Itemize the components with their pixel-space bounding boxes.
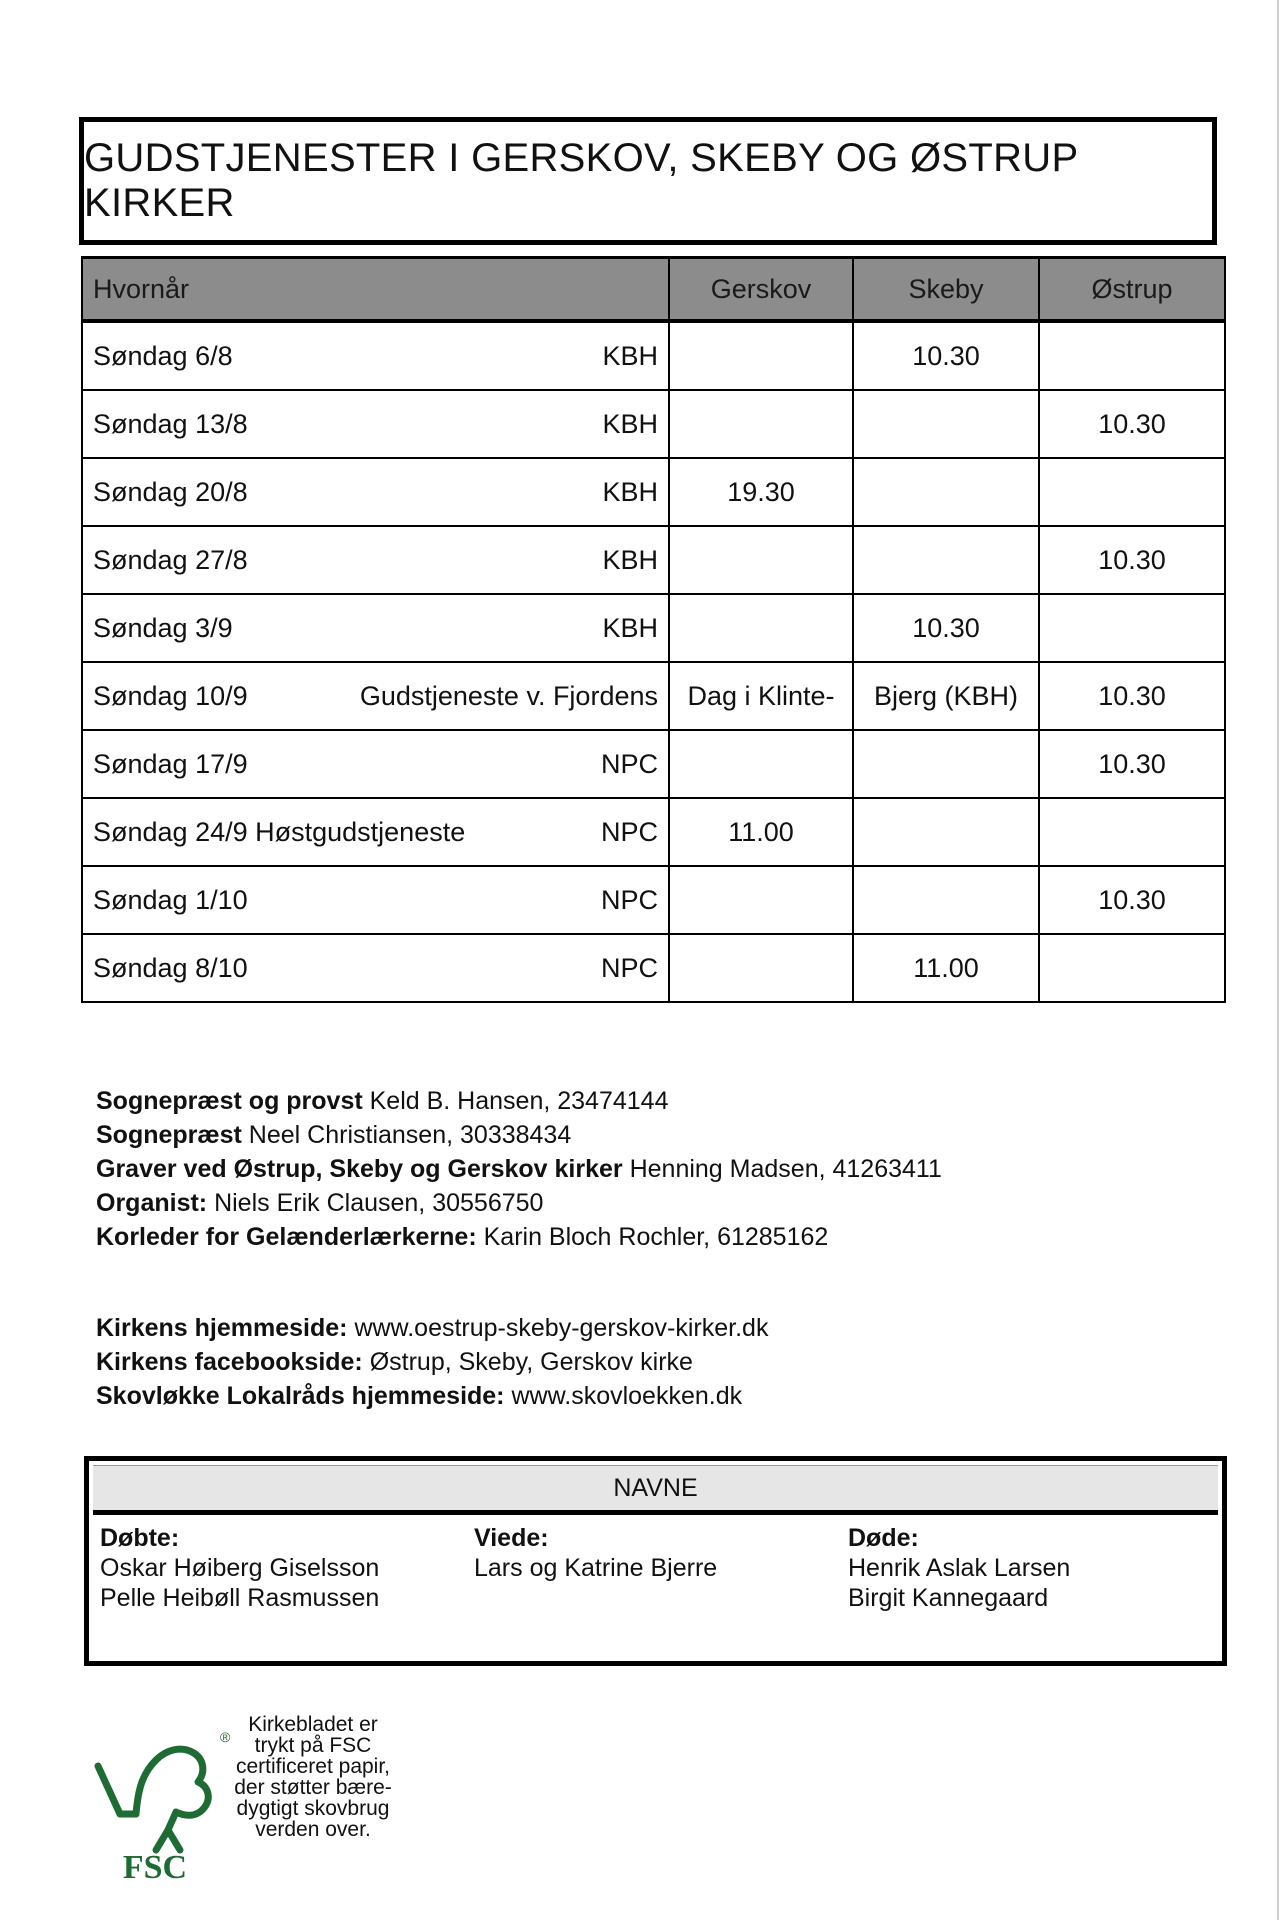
contact-row [96, 1118, 942, 1152]
contact-role: Korleder for Gelænderlærkerne: [96, 1223, 477, 1251]
link-label: Skovløkke Lokalråds hjemmeside: [96, 1382, 505, 1410]
fsc-statement [228, 1714, 398, 1840]
gerskov-time: 11.00 [669, 798, 853, 866]
ostrup-time: 10.30 [1039, 730, 1225, 798]
table-row [82, 526, 1225, 594]
table-row [82, 662, 1225, 730]
gerskov-time: 19.30 [669, 458, 853, 526]
deceased-heading: Døde: [848, 1524, 919, 1552]
column-header-when: Hvornår [82, 258, 669, 322]
service-note: NPC [600, 748, 658, 779]
fsc-statement-line: verden over. [255, 1818, 371, 1841]
service-note: NPC [600, 952, 658, 983]
facebook-link[interactable]: Østrup, Skeby, Gerskov kirke [362, 1348, 693, 1376]
link-row-homepage [96, 1311, 768, 1345]
baptized-column [100, 1523, 474, 1613]
gerskov-time [669, 390, 853, 458]
column-header-gerskov: Gerskov [669, 258, 853, 322]
ostrup-time: 10.30 [1039, 526, 1225, 594]
fsc-statement-line: der støtter bære- [234, 1776, 392, 1799]
page-title [79, 117, 1217, 245]
service-date-cell [82, 526, 669, 594]
table-row [82, 594, 1225, 662]
baptized-heading: Døbte: [100, 1524, 180, 1552]
service-date-cell [82, 321, 669, 390]
deceased-column [848, 1523, 1222, 1613]
service-day: Søndag 20/8 [93, 476, 248, 507]
service-date-cell [82, 662, 669, 730]
list-item: Henrik Aslak Larsen [848, 1554, 1071, 1582]
service-date-cell [82, 866, 669, 934]
contact-role: Sognepræst [96, 1121, 242, 1149]
service-day: Søndag 27/8 [93, 544, 248, 575]
registered-mark: ® [220, 1729, 230, 1745]
contact-role: Sognepræst og provst [96, 1087, 363, 1115]
married-column [474, 1523, 848, 1613]
service-date-cell [82, 458, 669, 526]
contact-row [96, 1186, 942, 1220]
column-header-ostrup: Østrup [1039, 258, 1225, 322]
contact-value: Keld B. Hansen, 23474144 [362, 1087, 669, 1115]
skeby-time [853, 866, 1039, 934]
fsc-logo-text: FSC [122, 1849, 188, 1885]
list-item: Pelle Heibøll Rasmussen [100, 1584, 380, 1612]
fsc-logo-icon [80, 1710, 230, 1885]
table-header-row [82, 258, 1225, 322]
service-day: Søndag 17/9 [93, 748, 248, 779]
gerskov-time [669, 594, 853, 662]
link-row-facebook [96, 1345, 768, 1379]
local-council-link[interactable]: www.skovloekken.dk [504, 1382, 743, 1410]
ostrup-time: 10.30 [1039, 866, 1225, 934]
fsc-statement-line: Kirkebladet er [248, 1713, 378, 1736]
ostrup-time: 10.30 [1039, 662, 1225, 730]
service-note: NPC [600, 816, 658, 847]
contact-value: Niels Erik Clausen, 30556750 [207, 1189, 544, 1217]
names-header: NAVNE [93, 1465, 1218, 1515]
ostrup-time [1039, 458, 1225, 526]
table-row [82, 730, 1225, 798]
gerskov-time [669, 321, 853, 390]
service-day: Søndag 24/9 Høstgudstjeneste [93, 816, 466, 847]
table-row [82, 934, 1225, 1002]
contact-row [96, 1152, 942, 1186]
service-date-cell [82, 390, 669, 458]
table-row [82, 390, 1225, 458]
page-title-text: GUDSTJENESTER I GERSKOV, SKEBY OG ØSTRUP KIRKER [84, 136, 1078, 225]
skeby-time [853, 730, 1039, 798]
column-header-skeby: Skeby [853, 258, 1039, 322]
contact-role: Organist: [96, 1189, 208, 1217]
table-row [82, 866, 1225, 934]
service-date-cell [82, 934, 669, 1002]
contact-row [96, 1084, 942, 1118]
service-day: Søndag 13/8 [93, 408, 248, 439]
gerskov-time [669, 526, 853, 594]
fsc-statement-line: trykt på FSC [254, 1734, 372, 1757]
gerskov-time [669, 934, 853, 1002]
service-note: Gudstjeneste v. Fjordens [359, 680, 658, 711]
service-day: Søndag 3/9 [93, 612, 233, 643]
skeby-time [853, 526, 1039, 594]
service-note: KBH [602, 544, 658, 575]
contact-list [96, 1084, 942, 1254]
contact-value: Neel Christiansen, 30338434 [241, 1121, 572, 1149]
list-item: Oskar Høiberg Giselsson [100, 1554, 380, 1582]
ostrup-time [1039, 798, 1225, 866]
ostrup-time: 10.30 [1039, 390, 1225, 458]
contact-value: Karin Bloch Rochler, 61285162 [476, 1223, 829, 1251]
web-links [96, 1311, 768, 1413]
homepage-link[interactable]: www.oestrup-skeby-gerskov-kirker.dk [347, 1314, 769, 1342]
married-heading: Viede: [474, 1524, 549, 1552]
ostrup-time [1039, 594, 1225, 662]
service-day: Søndag 6/8 [93, 340, 233, 371]
contact-row [96, 1220, 942, 1254]
service-note: KBH [602, 476, 658, 507]
service-note: NPC [600, 884, 658, 915]
service-day: Søndag 8/10 [93, 952, 248, 983]
service-note: KBH [602, 340, 658, 371]
link-row-local-council [96, 1379, 768, 1413]
names-box [84, 1456, 1227, 1666]
fsc-statement-line: certificeret papir, [235, 1755, 391, 1778]
table-row [82, 321, 1225, 390]
gerskov-time [669, 730, 853, 798]
link-label: Kirkens hjemmeside: [96, 1314, 348, 1342]
service-day: Søndag 1/10 [93, 884, 248, 915]
link-label: Kirkens facebookside: [96, 1348, 363, 1376]
service-day: Søndag 10/9 [93, 680, 248, 711]
ostrup-time [1039, 321, 1225, 390]
service-note: KBH [602, 612, 658, 643]
table-row [82, 798, 1225, 866]
service-schedule-table [81, 256, 1226, 1003]
skeby-time: 11.00 [853, 934, 1039, 1002]
fsc-statement-line: dygtigt skovbrug [236, 1797, 390, 1820]
service-date-cell [82, 730, 669, 798]
skeby-time: Bjerg (KBH) [853, 662, 1039, 730]
gerskov-time [669, 866, 853, 934]
page-edge [1277, 0, 1279, 1920]
list-item: Lars og Katrine Bjerre [474, 1554, 718, 1582]
service-note: KBH [602, 408, 658, 439]
skeby-time [853, 798, 1039, 866]
skeby-time [853, 390, 1039, 458]
service-date-cell [82, 798, 669, 866]
skeby-time [853, 458, 1039, 526]
table-row [82, 458, 1225, 526]
list-item: Birgit Kannegaard [848, 1584, 1049, 1612]
skeby-time: 10.30 [853, 321, 1039, 390]
skeby-time: 10.30 [853, 594, 1039, 662]
contact-value: Henning Madsen, 41263411 [622, 1155, 942, 1183]
service-date-cell [82, 594, 669, 662]
contact-role: Graver ved Østrup, Skeby og Gerskov kirker [96, 1155, 623, 1183]
gerskov-time: Dag i Klinte- [669, 662, 853, 730]
ostrup-time [1039, 934, 1225, 1002]
